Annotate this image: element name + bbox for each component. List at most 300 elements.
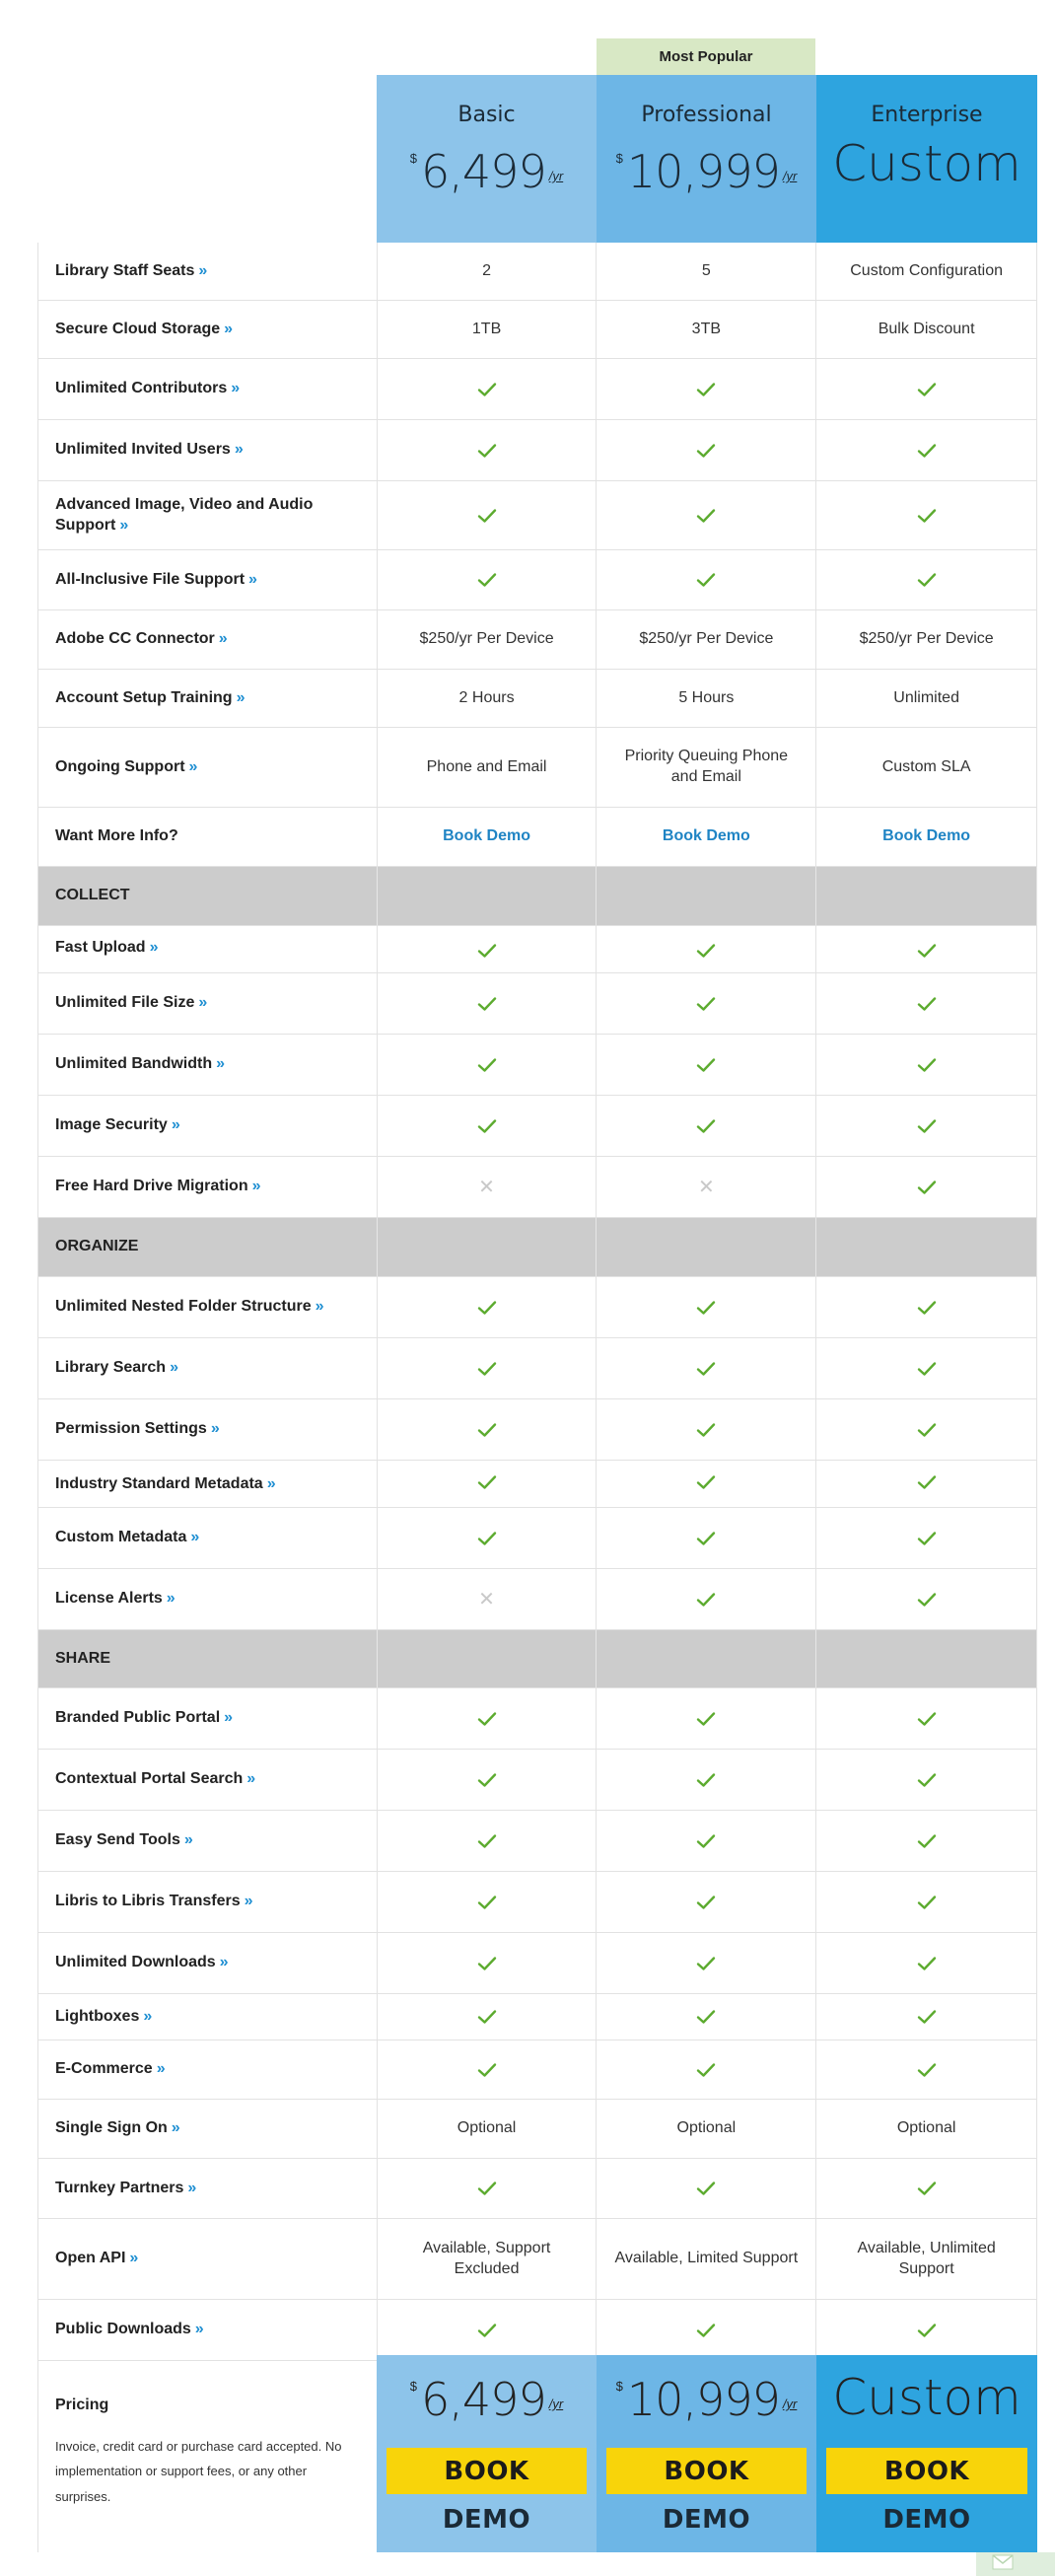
feature-value: Available, Support Excluded [422,2239,551,2277]
feature-row [38,2300,1037,2361]
feature-name: Libris to Libris Transfers [55,1893,241,1910]
more-info-arrow-icon[interactable]: » [198,261,208,279]
more-info-arrow-icon[interactable]: » [198,994,208,1012]
pricing-footer-label [37,2355,377,2552]
more-info-arrow-icon[interactable]: » [224,1709,234,1727]
plan-price [597,145,816,198]
checkmark-icon [917,1118,937,1134]
feature-value-cell [378,610,598,669]
feature-value: 1TB [471,320,502,337]
feature-label[interactable] [38,359,378,419]
feature-label[interactable] [38,1872,378,1932]
checkmark-icon [477,943,497,959]
feature-name: Unlimited Nested Folder Structure [55,1298,312,1316]
currency-symbol: $ [409,2379,418,2394]
checkmark-icon [917,2062,937,2078]
section-header [38,1630,1037,1688]
feature-label[interactable] [38,1399,378,1460]
feature-value: Unlimited [893,688,959,706]
feature-included-cell [597,1750,816,1810]
feature-included-cell [378,420,598,480]
checkmark-icon [696,2062,716,2078]
plan-name: Professional [641,103,772,127]
feature-included-cell [597,1811,816,1871]
feature-value: 5 [701,261,711,279]
checkmark-icon [696,2323,716,2338]
feature-row [38,926,1037,973]
feature-label[interactable] [38,481,378,549]
checkmark-icon [477,1833,497,1849]
section-cell [816,1218,1037,1276]
feature-label[interactable] [38,2040,378,2099]
feature-included-cell [816,481,1037,549]
feature-label[interactable] [38,420,378,480]
checkmark-icon [696,943,716,959]
feature-included-cell [378,1750,598,1810]
checkmark-icon [917,1474,937,1490]
feature-value-cell [597,728,816,807]
feature-included-cell [378,973,598,1034]
feature-name: Ongoing Support [55,757,185,775]
checkmark-icon [477,1474,497,1490]
checkmark-icon [477,443,497,459]
feature-label[interactable] [38,1035,378,1095]
more-info-arrow-icon[interactable]: » [234,441,244,459]
feature-included-cell [597,1933,816,1993]
feature-row [38,1750,1037,1811]
currency-symbol: $ [615,2379,623,2394]
section-header [38,1218,1037,1277]
checkmark-icon [917,2181,937,2196]
more-info-arrow-icon[interactable]: » [190,1529,200,1546]
demo-label[interactable]: DEMO [442,2505,531,2535]
price-period: /yr [548,2397,564,2411]
checkmark-icon [917,1895,937,1910]
feature-value-cell [378,301,598,358]
feature-name: Branded Public Portal [55,1709,221,1727]
checkmark-icon [917,1422,937,1438]
more-info-arrow-icon[interactable]: » [183,1831,193,1849]
more-info-arrow-icon[interactable]: » [194,2321,204,2338]
feature-value-cell [816,808,1037,866]
feature-value-cell [597,670,816,727]
checkmark-icon [917,943,937,959]
feature-row [38,1688,1037,1750]
feature-included-cell [378,481,598,549]
feature-included-cell [816,1569,1037,1629]
feature-included-cell [378,926,598,972]
feature-included-cell [816,1035,1037,1095]
feature-value-cell [597,243,816,300]
more-info-arrow-icon[interactable]: » [224,320,234,337]
checkmark-icon [477,508,497,524]
currency-symbol: $ [409,151,418,166]
feature-label[interactable] [38,1688,378,1749]
currency-symbol: $ [615,151,623,166]
feature-included-cell [816,2159,1037,2218]
feature-value-cell [816,301,1037,358]
cross-icon: ✕ [478,1588,495,1610]
feature-row [38,1872,1037,1933]
feature-label[interactable] [38,550,378,609]
feature-included-cell [816,1338,1037,1398]
checkmark-icon [696,1057,716,1073]
feature-label[interactable] [38,243,378,300]
feature-label[interactable] [38,973,378,1034]
feature-row [38,1461,1037,1508]
book-demo-link[interactable]: Book Demo [443,827,531,845]
section-title: SHARE [38,1630,378,1687]
price-period: /yr [782,169,798,183]
checkmark-icon [477,2009,497,2025]
checkmark-icon [917,1772,937,1788]
checkmark-icon [696,382,716,397]
checkmark-icon [477,1057,497,1073]
feature-included-cell [378,2159,598,2218]
feature-name: Secure Cloud Storage [55,320,221,337]
checkmark-icon [917,1300,937,1316]
footer-col-professional [597,2355,816,2552]
feature-included-cell [816,1157,1037,1217]
feature-included-cell [597,926,816,972]
checkmark-icon [477,1711,497,1727]
envelope-icon [992,2554,1014,2575]
demo-label[interactable]: DEMO [882,2505,971,2535]
more-info-arrow-icon[interactable]: » [187,2179,197,2196]
checkmark-icon [917,1833,937,1849]
feature-label[interactable] [38,1338,378,1398]
more-info-arrow-icon[interactable]: » [143,2007,153,2025]
feature-included-cell [597,1461,816,1507]
section-cell [816,1630,1037,1687]
checkmark-icon [477,1772,497,1788]
more-info-arrow-icon[interactable]: » [231,380,241,397]
feature-value: $250/yr Per Device [859,630,994,648]
feature-value: Custom SLA [881,757,971,775]
price-amount: 10,999 [626,2373,780,2426]
feature-included-cell [378,1688,598,1749]
more-info-arrow-icon[interactable]: » [216,1055,226,1073]
book-demo-link[interactable]: Book Demo [662,827,750,845]
more-info-arrow-icon[interactable]: » [246,1770,256,1788]
checkmark-icon [477,1956,497,1971]
feature-value: Custom Configuration [850,261,1003,279]
feature-included-cell [378,550,598,609]
plan-price [377,2373,597,2426]
feature-label[interactable] [38,2159,378,2218]
checkmark-icon [917,443,937,459]
feature-included-cell [816,1750,1037,1810]
checkmark-icon [917,996,937,1012]
feature-row [38,1994,1037,2040]
checkmark-icon [917,382,937,397]
checkmark-icon [477,1118,497,1134]
feature-value-cell [597,2219,816,2299]
feature-label[interactable] [38,2100,378,2158]
more-info-arrow-icon[interactable]: » [129,2250,139,2267]
feature-included-cell [816,1811,1037,1871]
checkmark-icon [917,1057,937,1073]
feature-row [38,670,1037,728]
more-info-arrow-icon[interactable]: » [248,570,257,588]
feature-label[interactable] [38,670,378,727]
checkmark-icon [696,572,716,588]
contact-tab[interactable] [976,2552,1055,2576]
feature-label[interactable] [38,728,378,807]
feature-included-cell [378,1035,598,1095]
feature-name: Free Hard Drive Migration [55,1178,248,1195]
checkmark-icon [696,1361,716,1377]
feature-label[interactable] [38,2300,378,2360]
feature-included-cell [597,973,816,1034]
feature-name: Library Staff Seats [55,261,195,279]
feature-included-cell [816,1461,1037,1507]
feature-value-cell [816,243,1037,300]
feature-value: Optional [676,2119,737,2137]
feature-label[interactable] [38,1508,378,1568]
feature-label[interactable] [38,1933,378,1993]
feature-row [38,359,1037,420]
feature-name: Want More Info? [55,827,178,845]
feature-included-cell [816,359,1037,419]
feature-included-cell [816,1688,1037,1749]
feature-name: Account Setup Training [55,688,233,706]
feature-included-cell [378,359,598,419]
feature-included-cell [597,1035,816,1095]
checkmark-icon [696,2181,716,2196]
feature-included-cell [597,1277,816,1337]
feature-included-cell [816,1508,1037,1568]
checkmark-icon [477,1361,497,1377]
checkmark-icon [696,508,716,524]
feature-value-cell [378,728,598,807]
more-info-arrow-icon[interactable]: » [166,1590,176,1608]
price-custom: Custom [832,135,1021,192]
feature-name: Lightboxes [55,2007,140,2025]
feature-included-cell [597,2159,816,2218]
checkmark-icon [917,2323,937,2338]
feature-included-cell [816,2040,1037,2099]
feature-value-cell [816,670,1037,727]
price-amount: 10,999 [626,145,780,198]
feature-value: Bulk Discount [878,320,975,337]
checkmark-icon [917,1531,937,1546]
more-info-arrow-icon[interactable]: » [119,516,129,534]
feature-label[interactable] [38,1461,378,1507]
feature-label[interactable] [38,2219,378,2299]
feature-included-cell [378,1872,598,1932]
price-custom: Custom [832,2369,1021,2426]
checkmark-icon [696,1895,716,1910]
more-info-arrow-icon[interactable]: » [244,1893,253,1910]
feature-excluded-cell [378,1157,598,1217]
feature-row [38,2040,1037,2100]
feature-included-cell [816,973,1037,1034]
feature-included-cell [597,1096,816,1156]
more-info-arrow-icon[interactable]: » [251,1178,261,1195]
feature-label[interactable] [38,1157,378,1217]
feature-label[interactable] [38,926,378,972]
feature-label[interactable] [38,1750,378,1810]
feature-name: Single Sign On [55,2119,168,2137]
feature-value: Phone and Email [426,757,547,775]
book-demo-button[interactable]: BOOK [387,2448,587,2494]
feature-name: Permission Settings [55,1420,207,1438]
more-info-arrow-icon[interactable]: » [315,1298,324,1316]
more-info-arrow-icon[interactable]: » [188,757,198,775]
most-popular-badge: Most Popular [597,38,815,75]
book-demo-button[interactable]: BOOK [826,2448,1027,2494]
feature-label[interactable] [38,1096,378,1156]
feature-value-cell [816,728,1037,807]
feature-name: License Alerts [55,1590,163,1608]
section-cell [597,867,816,925]
feature-included-cell [816,550,1037,609]
feature-value: Priority Queuing Phone and Email [624,748,789,785]
section-header [38,867,1037,926]
feature-included-cell [816,1994,1037,2039]
footer-col-basic [377,2355,597,2552]
feature-included-cell [378,1994,598,2039]
more-info-arrow-icon[interactable]: » [210,1420,220,1438]
checkmark-icon [917,572,937,588]
more-info-arrow-icon[interactable]: » [156,2060,166,2078]
feature-row [38,2159,1037,2219]
demo-label[interactable]: DEMO [662,2505,751,2535]
plan-price [377,145,597,198]
feature-row [38,1933,1037,1994]
feature-included-cell [816,1096,1037,1156]
feature-included-cell [378,1338,598,1398]
checkmark-icon [917,1592,937,1608]
feature-value: 2 [482,261,492,279]
feature-value-cell [378,670,598,727]
checkmark-icon [477,572,497,588]
feature-included-cell [597,1872,816,1932]
checkmark-icon [477,1895,497,1910]
pricing-footer [37,2355,1037,2552]
section-title: ORGANIZE [38,1218,378,1276]
checkmark-icon [917,1711,937,1727]
feature-name: Unlimited Bandwidth [55,1055,213,1073]
footer-col-enterprise [816,2355,1037,2552]
more-info-arrow-icon[interactable]: » [171,1116,180,1134]
feature-name: Unlimited Invited Users [55,441,231,459]
more-info-arrow-icon[interactable]: » [171,2119,180,2137]
feature-included-cell [816,926,1037,972]
feature-included-cell [816,420,1037,480]
more-info-arrow-icon[interactable]: » [149,939,159,957]
feature-label[interactable] [38,1569,378,1629]
feature-included-cell [816,1277,1037,1337]
feature-included-cell [597,1338,816,1398]
feature-row [38,420,1037,481]
more-info-arrow-icon[interactable]: » [266,1475,276,1492]
feature-row [38,1035,1037,1096]
price-period: /yr [548,169,564,183]
feature-row [38,1096,1037,1157]
feature-included-cell [816,1872,1037,1932]
feature-row [38,808,1037,867]
feature-included-cell [378,2040,598,2099]
checkmark-icon [696,1474,716,1490]
feature-label[interactable] [38,1277,378,1337]
feature-row [38,243,1037,301]
feature-row [38,973,1037,1035]
comparison-table [37,243,1037,2361]
feature-value-cell [816,2219,1037,2299]
plan-price [816,2369,1037,2426]
checkmark-icon [477,2062,497,2078]
pricing-title: Pricing [55,2397,109,2413]
feature-row [38,728,1037,808]
checkmark-icon [696,1833,716,1849]
feature-value-cell [597,808,816,866]
checkmark-icon [696,1772,716,1788]
feature-value: Available, Unlimited Support [857,2239,996,2277]
feature-label[interactable] [38,1994,378,2039]
checkmark-icon [696,1300,716,1316]
more-info-arrow-icon[interactable]: » [170,1359,178,1377]
checkmark-icon [477,1300,497,1316]
feature-label[interactable] [38,610,378,669]
checkmark-icon [696,1531,716,1546]
feature-included-cell [597,550,816,609]
feature-value-cell [816,610,1037,669]
feature-name: Image Security [55,1116,168,1134]
book-demo-button[interactable]: BOOK [606,2448,807,2494]
checkmark-icon [917,1180,937,1195]
checkmark-icon [696,2009,716,2025]
price-period: /yr [782,2397,798,2411]
pricing-note: Invoice, credit card or purchase card accepted. No implementation or support fees, or any other surprises. [55,2439,342,2504]
feature-label[interactable] [38,808,378,866]
more-info-arrow-icon[interactable]: » [218,630,228,648]
feature-value-cell [597,610,816,669]
feature-excluded-cell [597,1157,816,1217]
feature-label[interactable] [38,301,378,358]
feature-value-cell [597,2100,816,2158]
checkmark-icon [696,443,716,459]
checkmark-icon [917,1956,937,1971]
feature-label[interactable] [38,1811,378,1871]
feature-name: Adobe CC Connector [55,630,215,648]
feature-value: Optional [896,2119,956,2137]
feature-value: 3TB [691,320,722,337]
more-info-arrow-icon[interactable]: » [236,688,246,706]
feature-name: Open API [55,2250,126,2267]
feature-name: Contextual Portal Search [55,1770,244,1788]
plan-price [597,2373,816,2426]
feature-value: 5 Hours [678,688,735,706]
feature-value: 2 Hours [458,688,515,706]
section-cell [597,1218,816,1276]
more-info-arrow-icon[interactable]: » [219,1954,229,1971]
section-cell [378,1630,598,1687]
feature-included-cell [378,1399,598,1460]
feature-name: Advanced Image, Video and Audio Support [55,495,314,534]
feature-included-cell [597,1569,816,1629]
feature-included-cell [597,1688,816,1749]
feature-row [38,610,1037,670]
feature-included-cell [597,481,816,549]
book-demo-link[interactable]: Book Demo [882,827,971,845]
checkmark-icon [917,508,937,524]
feature-row [38,1338,1037,1399]
feature-included-cell [597,359,816,419]
feature-included-cell [597,420,816,480]
feature-row [38,550,1037,610]
